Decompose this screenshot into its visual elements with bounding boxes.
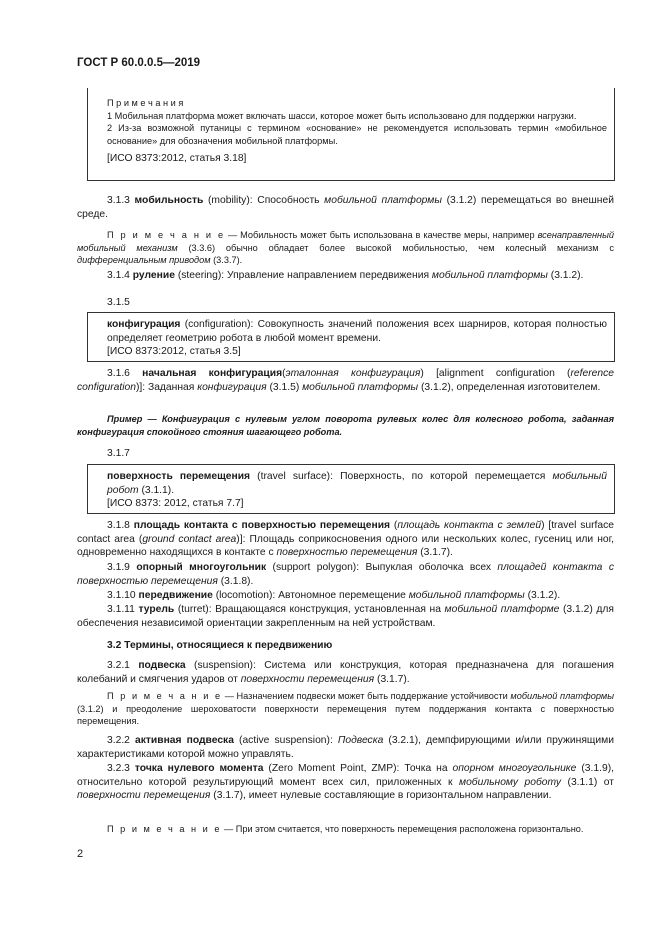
term-text: (3.1.2). <box>527 590 561 601</box>
term-text: (3.1.9), относительно которой результирующий момент всех сил, приложенных к <box>77 763 614 788</box>
term-ref: мобильной платформы <box>431 270 548 281</box>
term-text: (3.1.2) перемещаться во внешней среде. <box>77 195 614 220</box>
term-3-1-3 <box>77 194 614 221</box>
note-2: 2 Из-за возможной путаницы с термином «основание» не рекомендуется использовать термин «мобильное основание» для обозначения мобильной платформы. <box>107 123 607 146</box>
term-ref: мобильному роботу <box>459 776 562 788</box>
term-number: 3.2.3 <box>107 763 130 774</box>
term-number-3-1-5: 3.1.5 <box>107 297 130 308</box>
term-text: (configuration): Совокупность значений положения всех шарниров, которая полностью определяет геометрию робота в любой момент времени. <box>107 319 607 344</box>
term-text: (3.1.1). <box>141 484 175 496</box>
term-ref: мобильной платформы <box>324 195 442 206</box>
term-number-3-1-7: 3.1.7 <box>107 448 130 459</box>
term-text: (3.2.1), демпфирующими и/или пружинящими характеристиками которой можно управлять. <box>77 735 614 760</box>
note-ref: всенаправленный мобильный механизм <box>77 230 614 253</box>
term-text: (3.1.2). <box>550 270 584 281</box>
term-title: мобильность <box>134 195 204 206</box>
term-number: 3.1.4 <box>107 270 130 281</box>
term-number: 3.2.2 <box>107 735 130 746</box>
term-text: (steering): Управление направлением передвижения <box>177 270 430 281</box>
term-ref: поверхности перемещения <box>240 673 375 685</box>
term-ref: мобильной платформы <box>302 381 419 393</box>
note-ref: мобильной платформы <box>510 691 614 701</box>
term-ref: поверхностью перемещения <box>276 547 418 558</box>
term-3-2-1 <box>77 659 614 686</box>
term-number: 3.1.9 <box>107 562 130 573</box>
term-text: (3.1.5) <box>269 381 300 393</box>
term-synonym: площадь контакта с землей <box>397 520 542 531</box>
note-lead: П р и м е ч а н и е <box>107 691 223 701</box>
term-title: поверхность перемещения <box>107 471 251 482</box>
term-text: ) [travel surface contact area ( <box>77 520 614 545</box>
term-text: (active suspension): <box>239 735 333 746</box>
term-text: (3.1.7). <box>420 547 453 558</box>
term-3-1-4 <box>77 269 614 283</box>
term-text: (3.1.2) для обеспечения независимой ориентации закрепленным на ней устройствам. <box>77 604 614 629</box>
term-ref: площадей контакта с поверхностью перемещения <box>77 562 614 587</box>
section-heading-3-2: 3.2 Термины, относящиеся к передвижению <box>107 640 333 651</box>
term-3-1-8 <box>77 519 614 560</box>
term-number: 3.1.10 <box>107 590 136 601</box>
document-header: ГОСТ Р 60.0.0.5—2019 <box>77 57 201 69</box>
term-text: )]: Заданная <box>135 381 195 393</box>
term-ref: мобильной платформе <box>444 604 560 615</box>
term-title: начальная конфигурация <box>142 368 283 379</box>
example-3-1-6: Пример — Конфигурация с нулевым углом поворота рулевых колес для колесного робота, заданная конфигурация спокойного стояния шагающего робота. <box>77 414 614 437</box>
term-title: точка нулевого момента <box>134 763 264 774</box>
term-title: турель <box>138 604 175 615</box>
term-text: )]: Площадь соприкосновения одного или нескольких колес, гусениц или ног, одновременно находящихся в контакте с <box>77 533 614 558</box>
term-ref: мобильный робот <box>107 471 607 496</box>
page-number: 2 <box>77 848 84 860</box>
term-3-1-5 <box>107 318 607 359</box>
term-ref: Подвеска <box>337 735 384 746</box>
term-ref: поверхности перемещения <box>77 790 211 801</box>
term-text: ( <box>393 520 398 531</box>
term-text: ( <box>282 368 286 379</box>
term-number: 3.1.6 <box>107 368 130 379</box>
term-ref: опорном многоугольнике <box>452 763 577 774</box>
term-reference: [ИСО 8373:2012, статья 3.5] <box>107 346 241 357</box>
note-1: 1 Мобильная платформа может включать шасси, которое может быть использовано для поддержки нагрузки. <box>107 110 577 121</box>
note-text: (3.3.7). <box>213 255 243 265</box>
term-title: конфигурация <box>107 319 181 330</box>
term-text: (3.1.8). <box>220 575 254 587</box>
term-3-1-7 <box>107 470 607 511</box>
term-text: (3.1.7). <box>377 673 410 685</box>
term-synonym: reference configuration <box>77 368 614 393</box>
note-3-2-1 <box>77 690 614 728</box>
note-3-2-3 <box>77 823 614 836</box>
term-3-1-11 <box>77 603 614 630</box>
term-text: (locomotion): Автономное перемещение <box>215 590 406 601</box>
term-title: площадь контакта с поверхностью перемещения <box>133 520 391 531</box>
term-number: 3.1.11 <box>107 604 135 615</box>
term-3-1-10 <box>77 589 614 603</box>
note-text: — Мобильность может быть использована в качестве меры, например <box>228 230 535 240</box>
note-text: (3.3.6) обычно обладает более высокой мобильностью, чем колесный механизм с <box>188 242 614 253</box>
term-text: (3.1.2), определенная изготовителем. <box>420 381 601 393</box>
term-title: активная подвеска <box>135 735 234 746</box>
term-title: подвеска <box>138 660 186 671</box>
term-text: (3.1.1) от <box>567 776 615 788</box>
note-ref: дифференциальным приводом <box>77 255 211 265</box>
notes-block <box>107 97 607 166</box>
term-reference: [ИСО 8373: 2012, статья 7.7] <box>107 498 244 509</box>
term-3-1-6 <box>77 367 614 394</box>
term-ref: конфигурация <box>197 381 267 393</box>
term-3-2-2 <box>77 734 614 761</box>
term-ref: мобильной платформы <box>408 590 525 601</box>
term-text: (suspension): Система или конструкция, которая предназначена для погашения колебаний и смягчения ударов от <box>77 660 614 685</box>
term-text: ) [alignment configuration ( <box>420 368 571 379</box>
note-lead: П р и м е ч а н и е <box>107 824 222 834</box>
term-reference: [ИСО 8373:2012, статья 3.18] <box>107 153 247 164</box>
term-title: опорный многоугольник <box>136 562 267 573</box>
term-text: (turret): Вращающаяся конструкция, установленная на <box>177 604 441 615</box>
notes-title: П р и м е ч а н и я <box>107 98 184 108</box>
term-text: (3.1.7), имеет нулевые составляющие в горизонтальном направлении. <box>213 790 552 801</box>
term-title: передвижение <box>138 590 213 601</box>
term-text: (travel surface): Поверхность, по которой перемещается <box>257 471 546 482</box>
note-text: — При этом считается, что поверхность перемещения расположена горизонтально. <box>224 824 584 834</box>
term-text: (support polygon): Выпуклая оболочка всех <box>272 562 491 573</box>
term-3-1-9 <box>77 561 614 588</box>
note-lead: П р и м е ч а н и е <box>107 230 226 240</box>
term-number: 3.2.1 <box>107 660 130 671</box>
term-text: (Zero Moment Point, ZMP): Точка на <box>268 763 448 774</box>
term-synonym: эталонная конфигурация <box>285 368 421 379</box>
note-3-1-3 <box>77 229 614 267</box>
term-3-2-3 <box>77 762 614 803</box>
term-title: руление <box>132 270 175 281</box>
term-synonym: ground contact area <box>142 533 237 545</box>
note-text: — Назначением подвески может быть поддержание устойчивости <box>224 691 508 701</box>
term-text: (mobility): Способность <box>208 195 320 206</box>
term-number: 3.1.8 <box>107 520 130 531</box>
note-text: (3.1.2) и преодоление шероховатости поверхности перемещения путем поддержания контакта с поверхностью перемещения. <box>77 703 614 726</box>
term-number: 3.1.3 <box>107 195 130 206</box>
